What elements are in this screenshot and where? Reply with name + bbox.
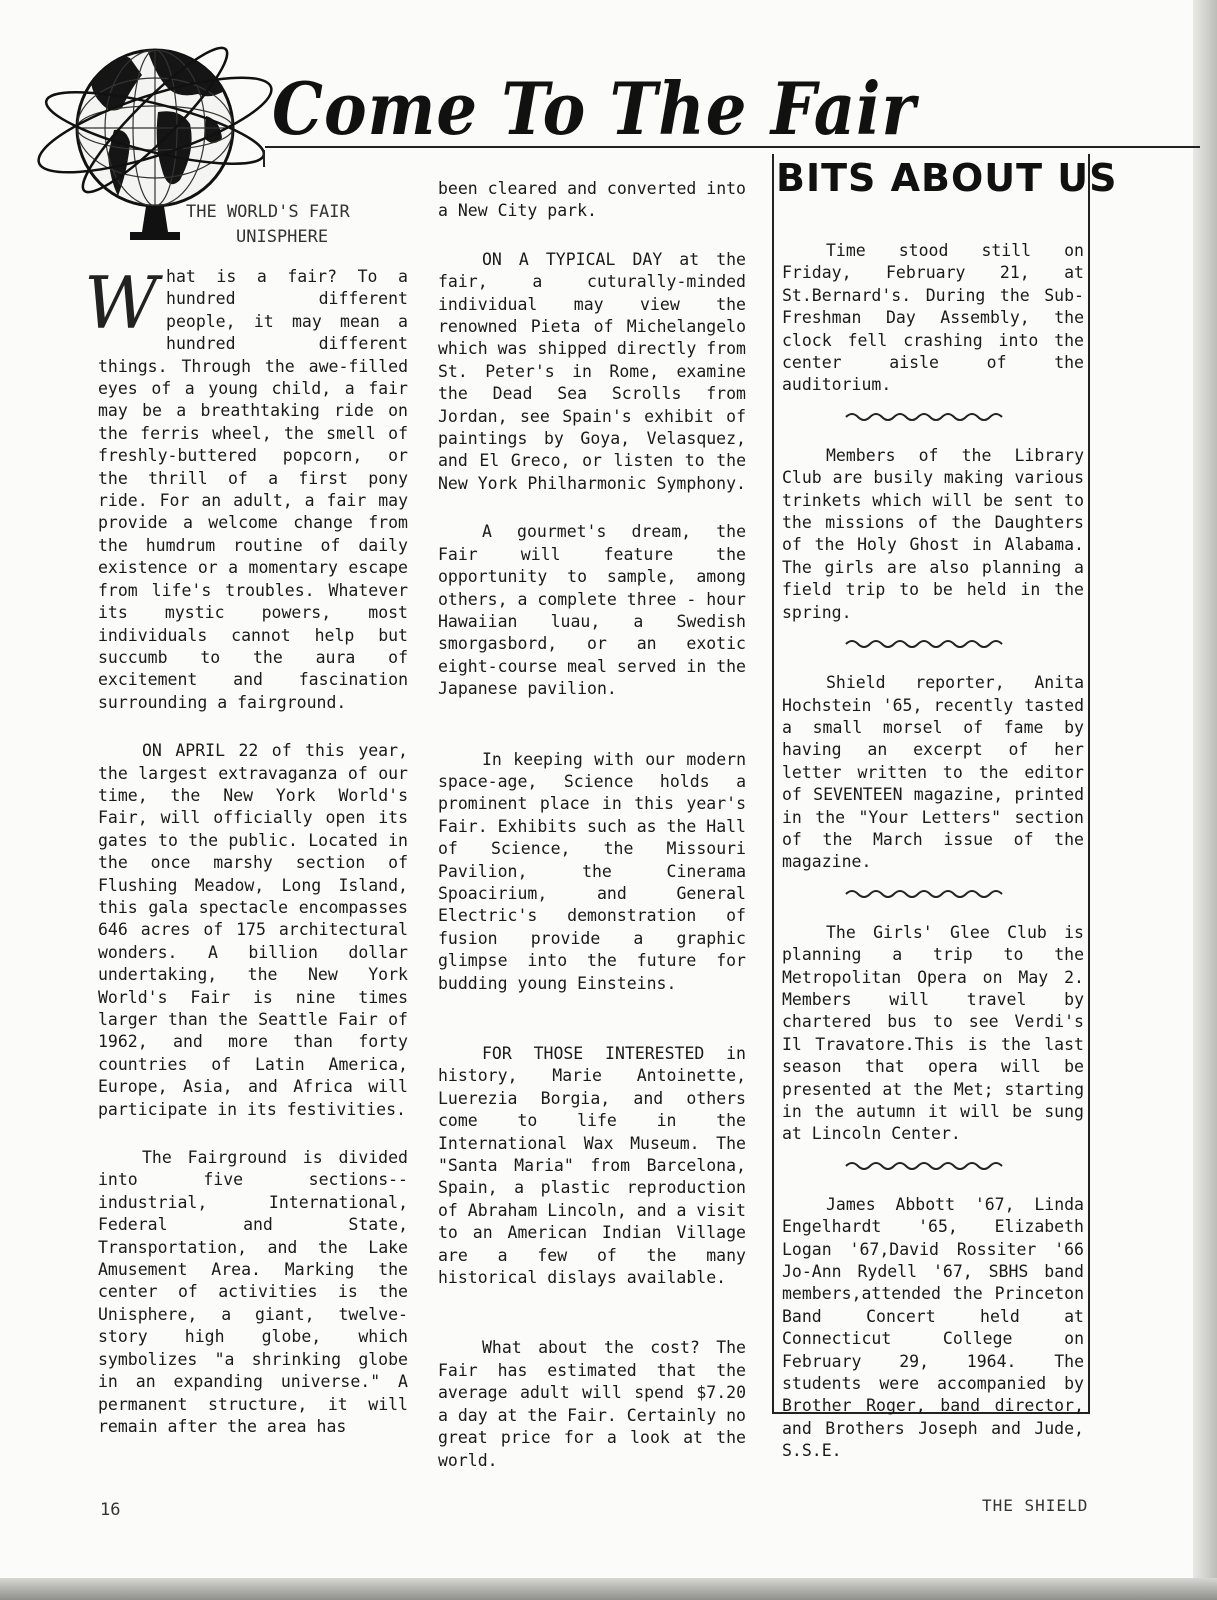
publication-name: THE SHIELD [982,1496,1089,1515]
article-paragraph-5: ON A TYPICAL DAY at the fair, a cuturally-minded individual may view the renowned Pieta of Michelangelo which was shipped directly from St. Peter's in Rome, examine the Dead Sea Scrolls from Jordan, see Spain's exhibit of paintings by Goya, Velasquez, and El Greco, or listen to the New York Philharmonic Symphony. [438,249,746,493]
squiggle-divider-icon [844,411,1004,423]
article-paragraph-1 [84,261,408,714]
page-number: 16 [100,1500,121,1520]
header-corner-rule [263,150,265,167]
drop-cap: W [84,261,159,345]
squiggle-divider-icon [844,1160,1004,1172]
caption-line-1: THE WORLD'S FAIR [186,202,350,222]
article-paragraph-8: FOR THOSE INTERESTED in history, Marie Antoinette, Luerezia Borgia, and others come to life in the International Wax Museum. The "Santa Maria" from Barcelona, Spain, a plastic reproduction of Abraham Lincoln, and a visit to an American Indian Village are a few of the many historical dislays available. [438,1044,746,1288]
article-paragraph-6: A gourmet's dream, the Fair will feature the opportunity to sample, among others, a complete three - hour Hawaiian luau, a Swedish smorgasbord, or an exotic eight-course meal served in the Japanese pavilion. [438,522,746,699]
bits-item-4: The Girls' Glee Club is planning a trip to the Metropolitan Opera on May 2. Members will travel by chartered bus to see Verdi's Il Travatore.This is the last season that opera will be presented at the Met; starting in the autumn it will be sung at Lincoln Center. [782,922,1084,1144]
bits-about-us-title: BITS ABOUT US [776,156,1118,200]
header-rule [265,146,1200,148]
bits-column [782,240,1084,1463]
page-title: Come To The Fair [272,68,917,152]
bits-item-5: James Abbott '67, Linda Engelhardt '65, Elizabeth Logan '67,David Rossiter '66 Jo-Ann Rydell '67, SBHS band members,attended the Princeton Band Concert held at Connecticut College on February 29, 1964. The students were accompanied by Brother Roger, band director, and Brothers Joseph and Jude, S.S.E. [782,1194,1084,1461]
article-paragraph-3: The Fairground is divided into five sections-- industrial, International, Federal and State, Transportation, and the Lake Amusement Area. Marking the center of activities is the Unisphere, a giant, twelve-story high globe, which symbolizes "a shrinking globe in an expanding universe." A permanent structure, it will remain after the area has [98,1148,408,1436]
article-column-1 [84,261,408,1438]
page-edge [1193,0,1217,1600]
article-paragraph-9: What about the cost? The Fair has estimated that the average adult will spend $7.20 a day at the Fair. Certainly no great price for a look at the world. [438,1338,746,1470]
squiggle-divider-icon [844,638,1004,650]
article-column-2 [438,178,746,1472]
bits-item-2: Members of the Library Club are busily making various trinkets which will be sent to the missions of the Daughters of the Holy Ghost in Alabama. The girls are also planning a field trip to be held in the spring. [782,445,1084,622]
article-paragraph-2: ON APRIL 22 of this year, the largest extravaganza of our time, the New York World's Fair, will officially open its gates to the public. Located in the once marshy section of Flushing Meadow, Long Island, this gala spectacle encompasses 646 acres of 175 architectural wonders. A billion dollar undertaking, the New York World's Fair is nine times larger than the Seattle Fair of 1962, and more than forty countries of Latin America, Europe, Asia, and Africa will participate in its festivities. [98,741,408,1119]
paragraph-1-text: hat is a fair? To a hundred different people, it may mean a hundred different things. Through the awe-filled eyes of a young child, a fair may be a breathtaking ride on the ferris wheel, the smell of freshly-buttered popcorn, or the thrill of a first pony ride. For an adult, a fair may provide a welcome change from the humdrum routine of daily existence or a momentary escape from life's troubles. Whatever its mystic powers, most individuals cannot help but succumb to the aura of excitement and fascination surrounding a fairground. [98,267,408,712]
page-bottom-edge [0,1578,1217,1600]
article-paragraph-7: In keeping with our modern space-age, Science holds a prominent place in this year's Fair. Exhibits such as the Hall of Science, the Missouri Pavilion, the Cinerama Spoacirium, and General Electric's demonstration of fusion provide a graphic glimpse into the future for budding young Einsteins. [438,749,746,993]
caption-line-2: UNISPHERE [236,227,329,247]
squiggle-divider-icon [844,888,1004,900]
bits-item-3: Shield reporter, Anita Hochstein '65, recently tasted a small morsel of fame by having an excerpt of her letter written to the editor of SEVENTEEN magazine, printed in the "Your Letters" section of the March issue of the magazine. [782,673,1084,872]
article-paragraph-4: been cleared and converted into a New City park. [438,179,746,221]
globe-caption [186,200,386,250]
bits-item-1: Time stood still on Friday, February 21, at St.Bernard's. During the Sub-Freshman Day Assembly, the clock fell crashing into the center aisle of the auditorium. [782,241,1084,395]
